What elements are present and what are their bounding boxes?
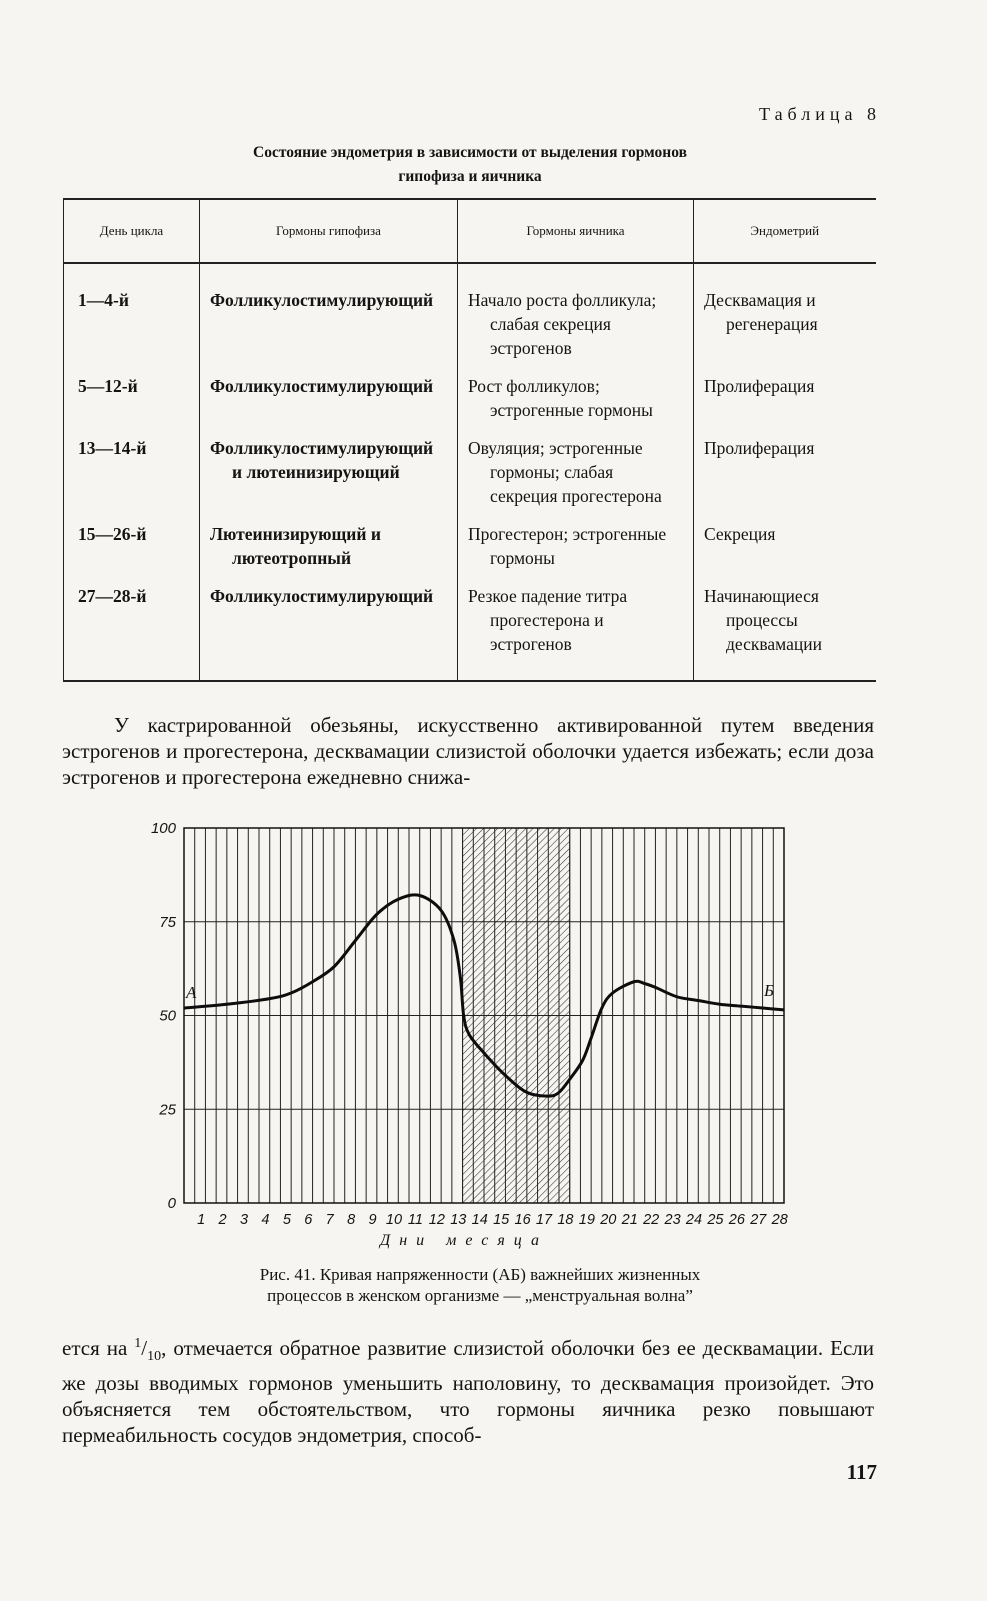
x-tick-label: 4 [261, 1212, 270, 1228]
cell-pituitary: Лютеинизирующий и лютеотропный [200, 522, 458, 584]
body-paragraph-1: У кастрированной обезьяны, искусственно активированной путем введения эстрогенов и прогестерона, десквамации слизистой оболочки удается избежать; если доза эстрогенов и прогестерона ежедневно снижа- [62, 713, 874, 789]
y-tick-label: 50 [159, 1007, 176, 1025]
paragraph-2-text: , отмечается обратное развитие слизистой оболочки без ее десквамации. Если же дозы вводимых гормонов уменьшить наполовину, то десквамация произойдет. Это объясняется тем обстоятельством, что гормоны яичника резко повышают пермеабильность сосудов эндометрия, способ- [62, 1336, 874, 1448]
x-tick-label: 28 [771, 1212, 788, 1228]
x-tick-label: 2 [218, 1212, 227, 1228]
fraction-numerator: 1 [134, 1336, 142, 1351]
x-tick-label: 24 [685, 1212, 703, 1228]
cell-ovary: Прогестерон; эстрогенные гормоны [458, 522, 694, 584]
table-title-line-1: Состояние эндометрия в зависимости от выделения гормонов [253, 144, 687, 161]
body-paragraph-2: ется на $^1/_{10}$, отмечается обратное развитие слизистой оболочки без ее десквамации. Если же дозы вводимых гормонов уменьшить наполовину, то десквамация произойдет. Это объясняется тем обстоятельством, что гормоны яичника резко повышают пермеабильность сосудов эндометрия, способ- [62, 1336, 874, 1448]
x-tick-label: 27 [750, 1212, 767, 1228]
table-title [130, 141, 810, 189]
x-tick-label: 15 [493, 1212, 510, 1228]
x-tick-label: 18 [557, 1212, 574, 1228]
y-tick-label: 25 [159, 1101, 176, 1119]
cell-day: 15—26-й [64, 522, 200, 584]
x-tick-label: 9 [368, 1212, 377, 1228]
cell-ovary: Резкое падение титра прогестерона и эстрогенов [458, 584, 694, 681]
x-tick-label: 21 [621, 1212, 638, 1228]
x-tick-label: 11 [407, 1212, 423, 1228]
table-row [64, 436, 876, 522]
cell-endometrium: Секреция [694, 522, 876, 584]
x-tick-label: 3 [239, 1212, 249, 1228]
cell-pituitary: Фолликулостимулирующий [200, 263, 458, 374]
header-endometrium: Эндометрий [694, 199, 876, 263]
x-tick-label: 13 [450, 1212, 467, 1228]
x-tick-label: 17 [535, 1212, 553, 1228]
chart-svg [140, 818, 800, 1258]
x-tick-label: 14 [471, 1212, 488, 1228]
fraction-denominator: 10 [147, 1349, 162, 1365]
table-row [64, 522, 876, 584]
x-tick-label: 19 [578, 1212, 595, 1228]
cell-endometrium: Десквамация и регенерация [694, 263, 876, 374]
cell-endometrium: Начинающиеся процессы десквамации [694, 584, 876, 681]
x-tick-label: 10 [385, 1212, 403, 1228]
y-tick-label: 0 [167, 1195, 176, 1212]
cell-ovary: Рост фолликулов; эстрогенные гормоны [458, 374, 694, 436]
figure-caption [100, 1264, 860, 1306]
hormone-table [63, 198, 876, 682]
table-title-line-2: гипофиза и яичника [398, 168, 542, 185]
x-tick-label: 8 [347, 1212, 356, 1228]
y-tick-label: 100 [150, 820, 176, 837]
caption-line-1: Рис. 41. Кривая напряженности (АБ) важнейших жизненных [259, 1265, 701, 1284]
curve-start-label: А [186, 983, 197, 1002]
table-header-row [64, 199, 876, 263]
x-tick-label: 6 [304, 1212, 313, 1228]
cell-pituitary: Фолликулостимулирующий [200, 584, 458, 681]
x-tick-label: 1 [197, 1212, 206, 1228]
x-tick-label: 25 [707, 1212, 724, 1228]
header-ovary-hormones: Гормоны яичника [458, 199, 694, 263]
x-tick-label: 5 [282, 1212, 291, 1228]
page-number: 117 [846, 1460, 877, 1484]
menstrual-wave-chart [140, 818, 800, 1258]
x-tick-label: 16 [514, 1212, 531, 1228]
cell-ovary: Начало роста фолликула; слабая секреция эстрогенов [458, 263, 694, 374]
cell-ovary: Овуляция; эстрогенные гормоны; слабая секреция прогестерона [458, 436, 694, 522]
x-tick-label: 26 [728, 1212, 745, 1228]
table-row [64, 584, 876, 681]
cell-endometrium: Пролиферация [694, 374, 876, 436]
x-tick-label: 20 [600, 1212, 617, 1228]
caption-line-2: процессов в женском организме — „менструальная волна” [267, 1286, 693, 1305]
x-tick-label: 12 [428, 1212, 445, 1228]
x-tick-label: 23 [664, 1212, 681, 1228]
header-cycle-day: День цикла [64, 199, 200, 263]
table-row [64, 263, 876, 374]
cell-endometrium: Пролиферация [694, 436, 876, 522]
header-pituitary-hormones: Гормоны гипофиза [200, 199, 458, 263]
x-axis-label: Дни месяца [380, 1232, 548, 1249]
x-tick-label: 22 [643, 1212, 660, 1228]
table-number-label: Таблица 8 [759, 104, 881, 124]
cell-day: 5—12-й [64, 374, 200, 436]
cell-day: 13—14-й [64, 436, 200, 522]
cell-day: 27—28-й [64, 584, 200, 681]
cell-pituitary: Фолликулостимулирующий и лютеинизирующий [200, 436, 458, 522]
table-row [64, 374, 876, 436]
curve-end-label: Б [764, 980, 775, 1000]
paragraph-2-prefix: ется на [62, 1336, 135, 1360]
x-tick-label: 7 [325, 1212, 334, 1228]
cell-day: 1—4-й [64, 263, 200, 374]
cell-pituitary: Фолликулостимулирующий [200, 374, 458, 436]
y-tick-label: 75 [159, 913, 176, 931]
